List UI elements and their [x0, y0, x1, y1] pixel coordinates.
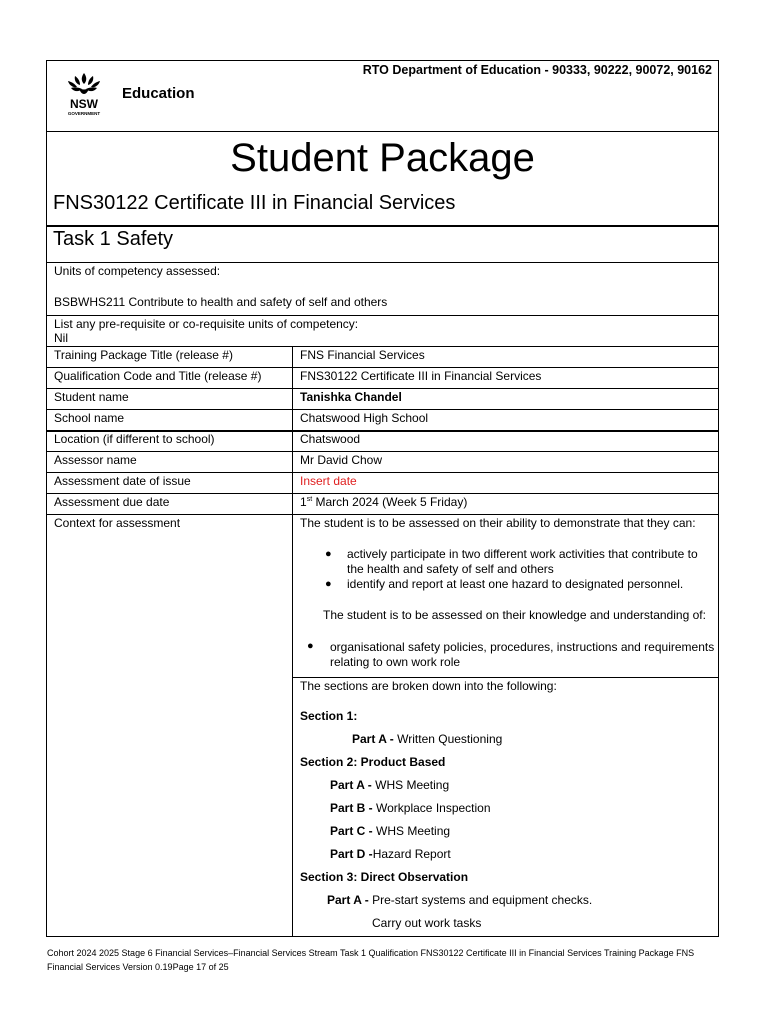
section-1-title: Section 1:	[300, 709, 358, 723]
column-divider	[292, 346, 293, 937]
section-3-title: Section 3: Direct Observation	[300, 870, 469, 884]
divider	[46, 451, 719, 452]
section-3-part-a: Part A - Pre-start systems and equipment checks.	[327, 893, 593, 907]
section-2-part-a: Part A - WHS Meeting	[330, 778, 450, 792]
section-2-part-d: Part D -Hazard Report	[330, 847, 451, 861]
knowledge-item: organisational safety policies, procedures, instructions and requirements relating to own work role	[330, 640, 715, 669]
government-logo-text: GOVERNMENT	[67, 111, 101, 116]
section-3-part-a-line2: Carry out work tasks	[372, 916, 482, 930]
insert-date-placeholder: Insert date	[300, 474, 357, 488]
row-value: Chatswood High School	[300, 411, 429, 425]
section-2-part-c: Part C - WHS Meeting	[330, 824, 451, 838]
row-value: Mr David Chow	[300, 453, 383, 467]
row-value: FNS Financial Services	[300, 348, 425, 362]
divider	[46, 346, 719, 347]
divider	[46, 472, 719, 473]
department-name: Education	[122, 85, 195, 102]
task-heading: Task 1 Safety	[53, 228, 174, 250]
due-date-ordinal: st	[306, 496, 313, 503]
divider	[46, 131, 719, 132]
row-label: Student name	[54, 390, 129, 404]
divider	[46, 315, 719, 316]
context-label: Context for assessment	[54, 516, 181, 530]
row-label: Assessor name	[54, 453, 137, 467]
row-label: Qualification Code and Title (release #)	[54, 369, 262, 383]
divider	[46, 493, 719, 494]
section-2-title: Section 2: Product Based	[300, 755, 446, 769]
row-label: Location (if different to school)	[54, 432, 215, 446]
prereq-value: Nil	[54, 331, 68, 345]
row-label: School name	[54, 411, 125, 425]
divider	[46, 514, 719, 515]
section-1-part-a: Part A - Written Questioning	[352, 732, 503, 746]
due-date-rest: March 2024 (Week 5 Friday)	[312, 495, 468, 509]
ability-item: actively participate in two different work activities that contribute to the health and safety of self and others	[347, 547, 698, 576]
due-date-day: 1	[300, 495, 307, 509]
sections-intro: The sections are broken down into the following:	[300, 679, 557, 693]
prereq-label: List any pre-requisite or co-requisite units of competency:	[54, 317, 359, 331]
context-intro: The student is to be assessed on their ability to demonstrate that they can:	[300, 516, 696, 530]
row-label: Training Package Title (release #)	[54, 348, 233, 362]
bullet-icon: ●	[307, 640, 314, 652]
rto-line: RTO Department of Education - 90333, 90222, 90072, 90162	[362, 63, 712, 77]
section-2-part-b: Part B - Workplace Inspection	[330, 801, 491, 815]
student-name-value: Tanishka Chandel	[300, 390, 402, 404]
nsw-waratah-logo-icon	[60, 71, 108, 117]
divider	[46, 262, 719, 263]
qualification-heading: FNS30122 Certificate III in Financial Services	[53, 192, 456, 214]
row-label: Assessment due date	[54, 495, 170, 509]
units-label: Units of competency assessed:	[54, 264, 221, 278]
row-value: FNS30122 Certificate III in Financial Services	[300, 369, 542, 383]
divider	[46, 367, 719, 368]
row-value: Chatswood	[300, 432, 361, 446]
due-date-value	[300, 495, 467, 510]
knowledge-intro: The student is to be assessed on their knowledge and understanding of:	[323, 608, 706, 622]
ability-item: identify and report at least one hazard to designated personnel.	[347, 577, 684, 591]
divider	[292, 677, 719, 678]
divider	[46, 388, 719, 389]
nsw-logo-text: NSW	[70, 97, 98, 111]
units-value: BSBWHS211 Contribute to health and safety of self and others	[54, 295, 388, 309]
bullet-icon: ●	[325, 548, 332, 560]
page-title: Student Package	[230, 136, 535, 180]
divider	[46, 409, 719, 410]
row-label: Assessment date of issue	[54, 474, 191, 488]
page-footer: Cohort 2024 2025 Stage 6 Financial Services–Financial Services Stream Task 1 Qualification FNS30122 Certificate III in Financial Services Training Package FNS Financial Services Version 0.19Page 17 of 25	[47, 948, 695, 972]
bullet-icon: ●	[325, 578, 332, 590]
